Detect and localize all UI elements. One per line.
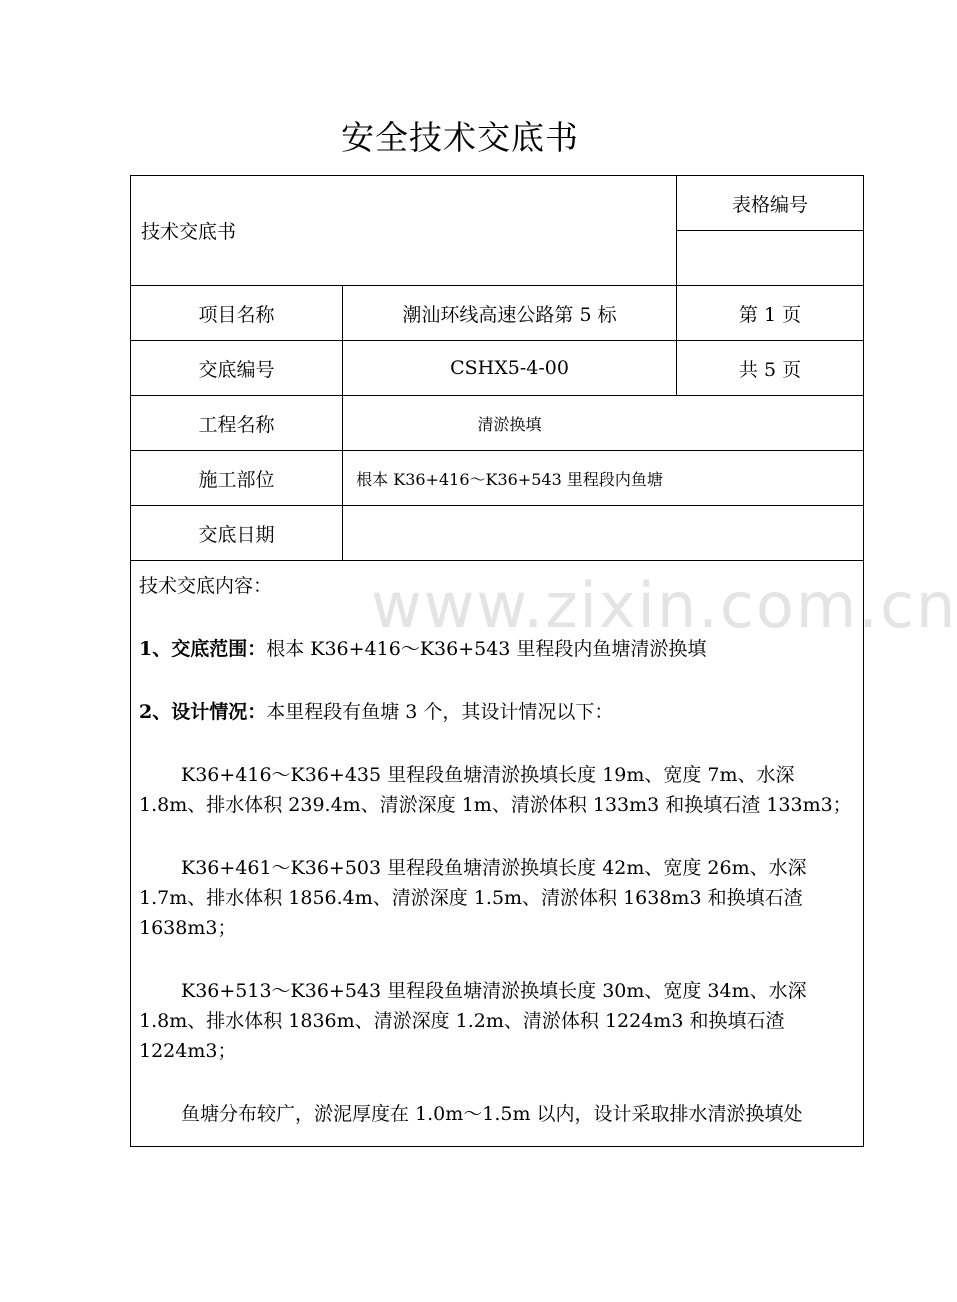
code-row bbox=[131, 341, 864, 396]
location-value: 根本 K36+416～K36+543 里程段内鱼塘 bbox=[356, 469, 663, 489]
document-title: 安全技术交底书 bbox=[341, 118, 579, 157]
content-row bbox=[131, 561, 864, 1147]
item2-text: 本里程段有鱼塘 3 个，其设计情况以下： bbox=[266, 701, 614, 723]
item2-label: 2、设计情况： bbox=[139, 701, 267, 723]
location-row bbox=[131, 451, 864, 506]
work-label: 工程名称 bbox=[198, 413, 275, 436]
project-value: 潮汕环线高速公路第 5 标 bbox=[402, 303, 617, 326]
content-cell bbox=[131, 561, 957, 1147]
item1-label: 1、交底范围： bbox=[139, 638, 267, 660]
page-current: 第 1 页 bbox=[738, 303, 802, 326]
content-paragraph-3: K36+513～K36+543 里程段鱼塘清淤换填长度 30m、宽度 34m、水深 1.8m、排水体积 1836m、清淤深度 1.2m、清淤体积 1224m3 和换填石渣 1224m3； bbox=[139, 980, 807, 1062]
date-row bbox=[131, 506, 864, 561]
header-label-cell bbox=[131, 176, 677, 286]
content-item-1 bbox=[139, 634, 855, 664]
project-label: 项目名称 bbox=[198, 303, 275, 326]
content-heading: 技术交底内容： bbox=[139, 575, 273, 597]
header-left-label: 技术交底书 bbox=[141, 221, 237, 243]
work-value: 清淤换填 bbox=[477, 414, 542, 434]
content-paragraph-2: K36+461～K36+503 里程段鱼塘清淤换填长度 42m、宽度 26m、水深 1.7m、排水体积 1856.4m、清淤深度 1.5m、清淤体积 1638m3 和换填石渣 1638m3； bbox=[139, 857, 807, 939]
form-number-label: 表格编号 bbox=[732, 193, 809, 216]
disclosure-form-table bbox=[130, 175, 957, 1147]
code-label: 交底编号 bbox=[198, 358, 275, 381]
location-label: 施工部位 bbox=[198, 468, 275, 491]
page-total: 共 5 页 bbox=[738, 358, 802, 381]
form-number-label-cell bbox=[677, 176, 864, 231]
code-value: CSHX5-4-00 bbox=[450, 357, 569, 379]
work-row bbox=[131, 396, 864, 451]
item1-text: 根本 K36+416～K36+543 里程段内鱼塘清淤换填 bbox=[266, 638, 707, 660]
project-row bbox=[131, 286, 864, 341]
watermark: www.zixin.com.cn bbox=[371, 569, 957, 642]
content-paragraph-1: K36+416～K36+435 里程段鱼塘清淤换填长度 19m、宽度 7m、水深 1.8m、排水体积 239.4m、清淤深度 1m、清淤体积 133m3 和换填石渣 133m3； bbox=[139, 764, 852, 816]
content-item-2 bbox=[139, 697, 855, 727]
date-label: 交底日期 bbox=[198, 523, 275, 546]
content-paragraph-4: 鱼塘分布较广，淤泥厚度在 1.0m～1.5m 以内，设计采取排水清淤换填处 bbox=[181, 1103, 803, 1125]
form-number-value-cell bbox=[677, 231, 864, 286]
